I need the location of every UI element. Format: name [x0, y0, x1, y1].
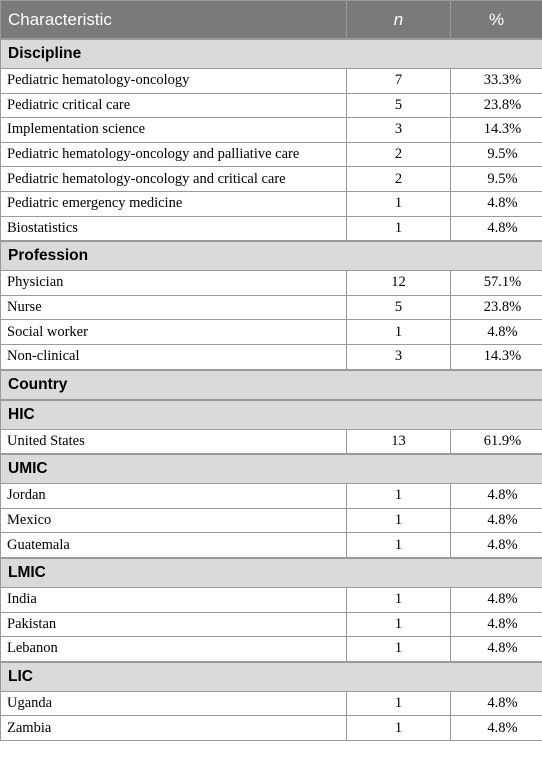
row-label: Uganda — [1, 691, 347, 716]
row-percent: 4.8% — [451, 216, 542, 241]
row-n: 3 — [347, 344, 451, 369]
row-label: Jordan — [1, 484, 347, 509]
row-n: 1 — [347, 637, 451, 662]
row-label: Social worker — [1, 320, 347, 345]
row-label: United States — [1, 429, 347, 454]
row-percent: 14.3% — [451, 344, 542, 369]
row-label: Pakistan — [1, 612, 347, 637]
header-row — [1, 1, 542, 40]
row-n: 1 — [347, 533, 451, 558]
section-title: UMIC — [1, 454, 542, 484]
row-percent: 9.5% — [451, 142, 542, 167]
row-percent: 4.8% — [451, 716, 542, 741]
section-row-umic — [1, 454, 542, 484]
row-label: Pediatric critical care — [1, 93, 347, 118]
table-row — [1, 484, 542, 509]
row-label: Non-clinical — [1, 344, 347, 369]
row-n: 1 — [347, 508, 451, 533]
row-n: 1 — [347, 216, 451, 241]
row-percent: 33.3% — [451, 69, 542, 94]
row-n: 1 — [347, 587, 451, 612]
table-row — [1, 533, 542, 558]
row-percent: 4.8% — [451, 191, 542, 216]
row-n: 12 — [347, 271, 451, 296]
row-label: Biostatistics — [1, 216, 347, 241]
row-n: 1 — [347, 612, 451, 637]
table-row — [1, 191, 542, 216]
row-n: 7 — [347, 69, 451, 94]
section-title: LIC — [1, 662, 542, 692]
row-percent: 14.3% — [451, 118, 542, 143]
row-percent: 4.8% — [451, 508, 542, 533]
table-row — [1, 691, 542, 716]
table-row — [1, 508, 542, 533]
table-row — [1, 587, 542, 612]
row-percent: 4.8% — [451, 533, 542, 558]
row-n: 1 — [347, 716, 451, 741]
row-label: Pediatric emergency medicine — [1, 191, 347, 216]
section-row-hic — [1, 400, 542, 430]
table-row — [1, 167, 542, 192]
row-percent: 23.8% — [451, 295, 542, 320]
row-percent: 9.5% — [451, 167, 542, 192]
row-n: 13 — [347, 429, 451, 454]
row-n: 1 — [347, 484, 451, 509]
section-title: Country — [1, 370, 542, 400]
header-characteristic: Characteristic — [1, 1, 347, 40]
row-percent: 57.1% — [451, 271, 542, 296]
row-percent: 61.9% — [451, 429, 542, 454]
section-title: HIC — [1, 400, 542, 430]
row-label: Mexico — [1, 508, 347, 533]
row-n: 1 — [347, 320, 451, 345]
row-n: 2 — [347, 142, 451, 167]
section-title: Discipline — [1, 39, 542, 69]
header-n: n — [347, 1, 451, 40]
row-percent: 4.8% — [451, 320, 542, 345]
row-percent: 4.8% — [451, 587, 542, 612]
row-label: Guatemala — [1, 533, 347, 558]
row-n: 1 — [347, 691, 451, 716]
table-row — [1, 344, 542, 369]
row-label: Implementation science — [1, 118, 347, 143]
table-row — [1, 612, 542, 637]
row-label: Pediatric hematology-oncology — [1, 69, 347, 94]
row-percent: 23.8% — [451, 93, 542, 118]
row-label: Pediatric hematology-oncology and palliative care — [1, 142, 347, 167]
section-title: LMIC — [1, 558, 542, 588]
row-percent: 4.8% — [451, 691, 542, 716]
row-label: Pediatric hematology-oncology and critical care — [1, 167, 347, 192]
table-row — [1, 320, 542, 345]
table-row — [1, 716, 542, 741]
row-label: Lebanon — [1, 637, 347, 662]
table-body — [1, 39, 542, 740]
table-row — [1, 216, 542, 241]
table-row — [1, 271, 542, 296]
row-n: 3 — [347, 118, 451, 143]
row-n: 1 — [347, 191, 451, 216]
section-row-profession — [1, 241, 542, 271]
row-percent: 4.8% — [451, 484, 542, 509]
table-row — [1, 637, 542, 662]
table-row — [1, 429, 542, 454]
row-n: 5 — [347, 295, 451, 320]
table-row — [1, 295, 542, 320]
row-n: 2 — [347, 167, 451, 192]
section-row-discipline — [1, 39, 542, 69]
table-row — [1, 93, 542, 118]
table-row — [1, 69, 542, 94]
row-label: India — [1, 587, 347, 612]
row-percent: 4.8% — [451, 637, 542, 662]
header-percent: % — [451, 1, 542, 40]
row-label: Physician — [1, 271, 347, 296]
row-label: Nurse — [1, 295, 347, 320]
table-row — [1, 142, 542, 167]
row-percent: 4.8% — [451, 612, 542, 637]
section-row-lmic — [1, 558, 542, 588]
section-row-country — [1, 370, 542, 400]
row-label: Zambia — [1, 716, 347, 741]
section-title: Profession — [1, 241, 542, 271]
section-row-lic — [1, 662, 542, 692]
table-row — [1, 118, 542, 143]
table-header — [1, 1, 542, 40]
row-n: 5 — [347, 93, 451, 118]
